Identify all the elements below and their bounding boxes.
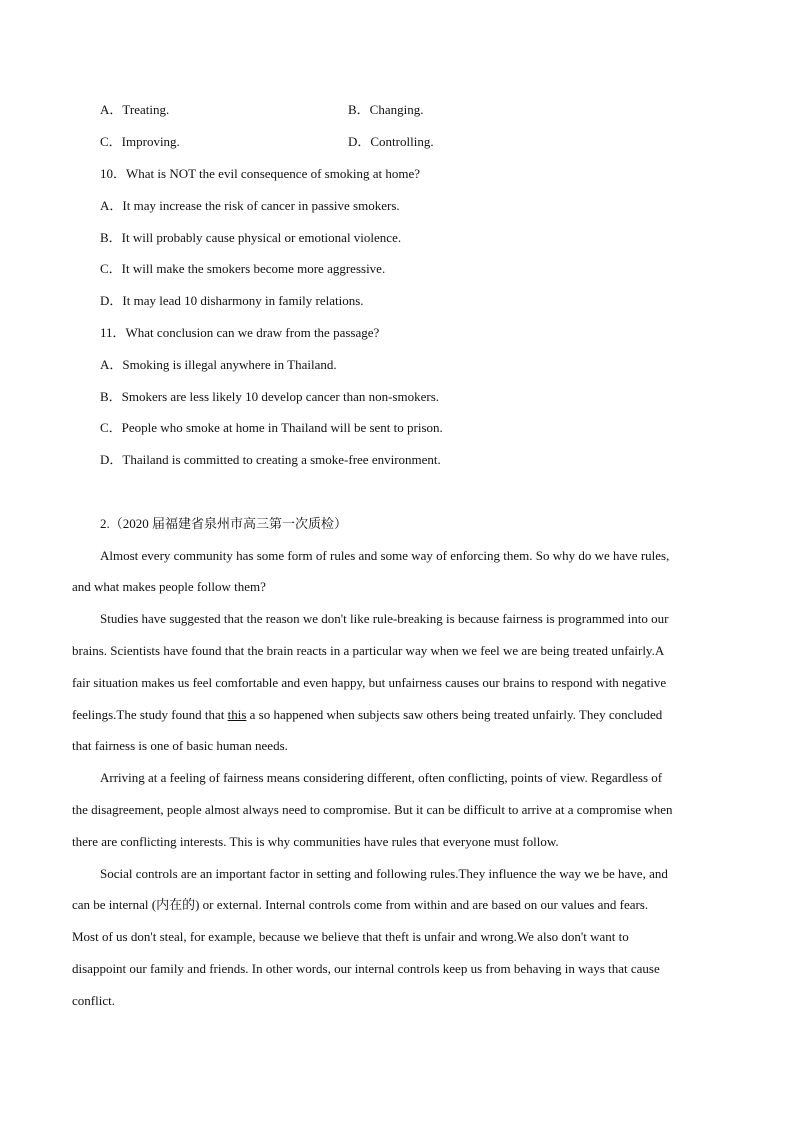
q10-option-b: B．It will probably cause physical or emotional violence. — [100, 230, 402, 245]
q9-option-b: B．Changing. — [348, 102, 424, 117]
q9-option-c: C．Improving. — [100, 134, 180, 149]
paragraph-4-line-5: conflict. — [72, 993, 115, 1008]
paragraph-4-line-4: disappoint our family and friends. In other words, our internal controls keep us from behaving in ways that cause — [72, 961, 660, 976]
q10-option-a: A．It may increase the risk of cancer in passive smokers. — [100, 198, 400, 213]
question-11-stem: 11．What conclusion can we draw from the passage? — [100, 325, 380, 340]
q11-option-c: C．People who smoke at home in Thailand will be sent to prison. — [100, 420, 443, 435]
paragraph-2-line-2: brains. Scientists have found that the brain reacts in a particular way when we feel we are being treated unfairly.A — [72, 643, 665, 658]
q11-option-d: D．Thailand is committed to creating a smoke-free environment. — [100, 452, 441, 467]
paragraph-2-line-3: fair situation makes us feel comfortable and even happy, but unfairness causes our brains to respond with negative — [72, 675, 667, 690]
q11-option-a: A．Smoking is illegal anywhere in Thailand. — [100, 357, 337, 372]
q10-option-d: D．It may lead 10 disharmony in family relations. — [100, 293, 364, 308]
paragraph-3-line-1: Arriving at a feeling of fairness means considering different, often conflicting, points of view. Regardless of — [100, 770, 663, 785]
question-10-stem: 10．What is NOT the evil consequence of smoking at home? — [100, 166, 420, 181]
paragraph-1-line-2: and what makes people follow them? — [72, 579, 266, 594]
paragraph-2-line-5: that fairness is one of basic human needs. — [72, 738, 288, 753]
paragraph-2-line-1: Studies have suggested that the reason we don't like rule-breaking is because fairness is programmed into our — [100, 611, 669, 626]
section-heading: 2.（2020 届福建省泉州市高三第一次质检） — [100, 516, 348, 531]
paragraph-3-line-3: there are conflicting interests. This is why communities have rules that everyone must follow. — [72, 834, 559, 849]
q9-option-a: A．Treating. — [100, 102, 170, 117]
q11-option-b: B．Smokers are less likely 10 develop cancer than non-smokers. — [100, 389, 439, 404]
q10-option-c: C．It will make the smokers become more aggressive. — [100, 261, 386, 276]
paragraph-4-line-2: can be internal (内在的) or external. Internal controls come from within and are based on our values and fears. — [72, 897, 649, 912]
paragraph-4-line-1: Social controls are an important factor in setting and following rules.They influence the way we be have, and — [100, 866, 668, 881]
paragraph-3-line-2: the disagreement, people almost always need to compromise. But it can be difficult to arrive at a compromise when — [72, 802, 673, 817]
p2-line-4-post: a so happened when subjects saw others being treated unfairly. They concluded — [246, 707, 663, 722]
paragraph-1-line-1: Almost every community has some form of rules and some way of enforcing them. So why do we have rules, — [100, 548, 670, 563]
paragraph-2-line-4 — [72, 706, 662, 724]
underlined-word-this: this — [227, 707, 247, 722]
p2-line-4-pre: feelings.The study found that — [72, 707, 228, 722]
paragraph-4-line-3: Most of us don't steal, for example, because we believe that theft is unfair and wrong.We also don't want to — [72, 929, 629, 944]
q9-option-d: D．Controlling. — [348, 134, 434, 149]
